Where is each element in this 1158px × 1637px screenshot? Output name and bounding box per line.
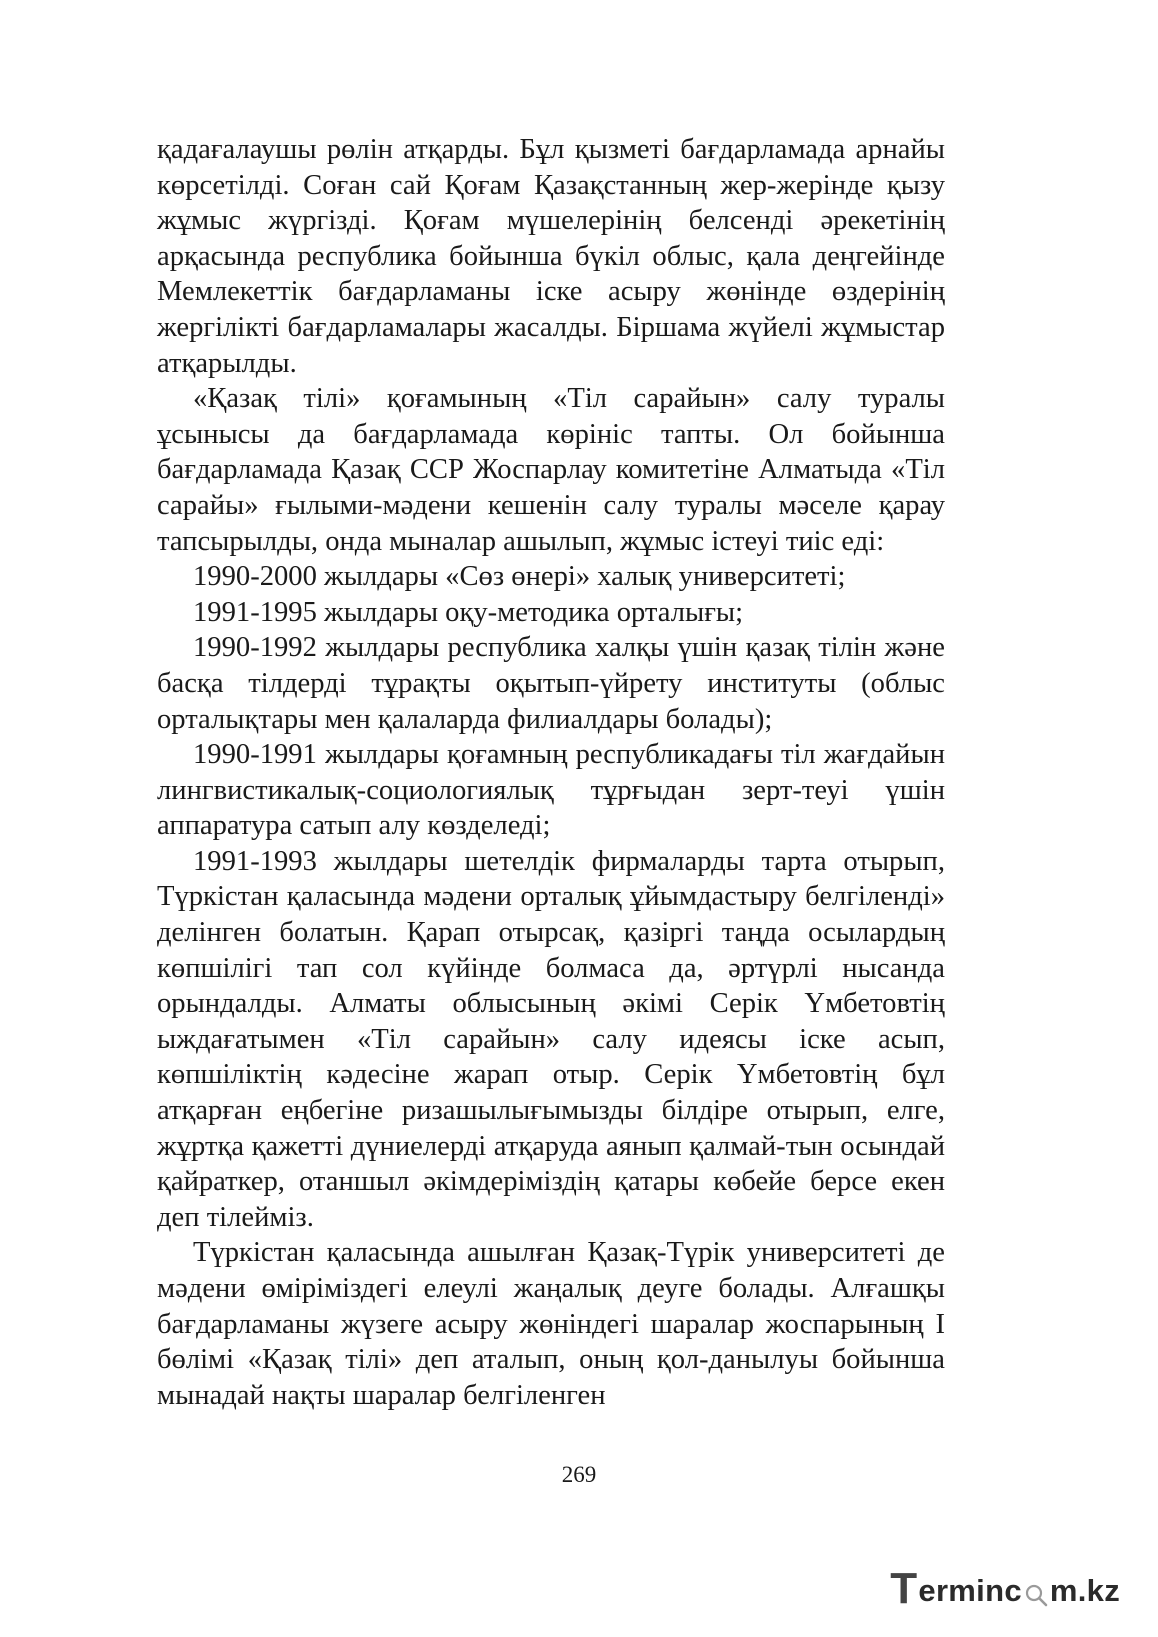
watermark-text-part1: erminc	[918, 1573, 1022, 1608]
magnifier-icon	[1024, 1583, 1048, 1607]
list-item-soz-oneri: 1990-2000 жылдары «Сөз өнері» халық университеті;	[193, 561, 846, 593]
list-item-oku-metodika: 1991-1995 жылдары оқу-методика орталығы;	[193, 596, 744, 628]
watermark-text-part2: m.kz	[1049, 1573, 1120, 1608]
list-item-apparatura: 1990-1991 жылдары қоғамның республикадағы тіл жағдайын лингвистикалық-социологиялық тұрғыдан зерт-теуі үшін аппаратура сатып алу көзделеді;	[157, 739, 945, 842]
site-watermark-logo	[890, 1564, 1120, 1613]
paragraph-university: Түркістан қаласында ашылған Қазақ-Түрік университеті де мәдени өміріміздегі елеулі жаңалық деуге болады. Алғашқы бағдарламаны жүзеге асыру жөніндегі шаралар жоспарының І бөлімі «Қазақ тілі» деп аталып, оның қол-данылуы бойынша мынадай нақты шаралар белгіленген	[157, 1237, 945, 1411]
list-item-institute: 1990-1992 жылдары республика халқы үшін қазақ тілін және басқа тілдерді тұрақты оқытып-үйрету институты (облыс орталықтары мен қалаларда филиалдары болады);	[157, 632, 945, 735]
watermark-letter-t: T	[890, 1564, 918, 1613]
paragraph-til-sarayy: «Қазақ тілі» қоғамының «Тіл сарайын» салу туралы ұсынысы да бағдарламада көрініс тапты. Ол бойынша бағдарламада Қазақ ССР Жоспарлау комитетіне Алматыда «Тіл сарайы» ғылыми-мәдени кешенін салу туралы мәселе қарау тапсырылды, онда мыналар ашылып, жұмыс істеуі тиіс еді:	[157, 383, 945, 557]
paragraph-continuation: қадағалаушы рөлін атқарды. Бұл қызметі бағдарламада арнайы көрсетілді. Соған сай Қоғам Қазақстанның жер-жерінде қызу жұмыс жүргізді. Қоғам мүшелерінің белсенді әрекетінің арқасында республика бойынша бүкіл облыс, қала деңгейінде Мемлекеттік бағдарламаны іске асыру жөнінде өздерінің жергілікті бағдарламалары жасалды. Біршама жүйелі жұмыстар атқарылды.	[157, 134, 945, 379]
list-item-turkistan-center: 1991-1993 жылдары шетелдік фирмаларды тарта отырып, Түркістан қаласында мәдени орталық ұйымдастыру белгіленді» делінген болатын. Қарап отырсақ, қазіргі таңда осылардың көпшілігі тап сол күйінде болмаса да, әртүрлі нысанда орындалды. Алматы облысының әкімі Серік Үмбетовтің ыждағатымен «Тіл сарайын» салу идеясы іске асып, көпшіліктің кәдесіне жарап отыр. Серік Үмбетовтің бұл атқарған еңбегіне ризашылығымызды білдіре отырып, елге, жұртқа қажетті дүниелерді атқаруда аянып қалмай-тын осындай қайраткер, отаншыл әкімдеріміздің қатары көбейе берсе екен деп тілейміз.	[157, 845, 945, 1233]
page-number: 269	[561, 1462, 597, 1487]
page-body	[157, 132, 945, 1413]
